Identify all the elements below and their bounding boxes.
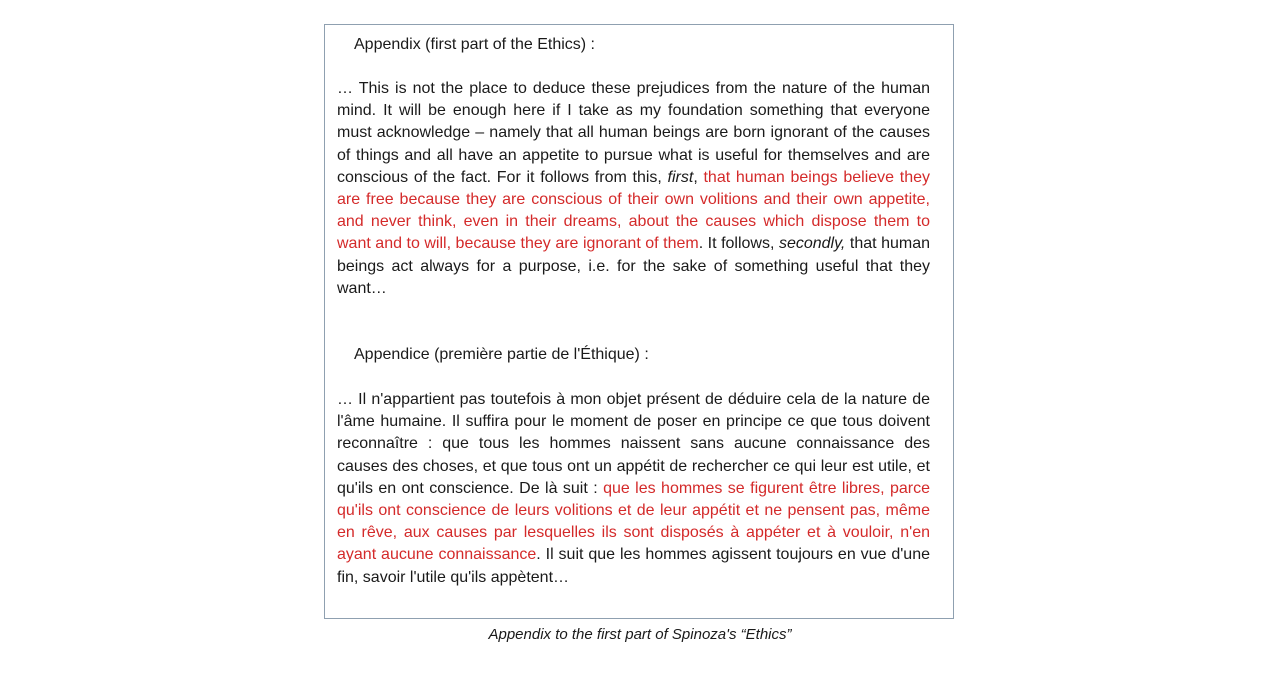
french-text-2: . Il suit que les hommes agissent toujours en vue d'une fin, savoir l'utile qu'ils appètent… [337,546,930,586]
english-first-word: first [667,168,694,186]
french-text-1: … Il n'appartient pas toutefois à mon objet présent de déduire cela de la nature de l'âme humaine. Il suffira pour le moment de poser en principe ce que tous doivent reconnaître : que tous les hommes naissent sans aucune connaissance des causes des choses, et que tous ont un appétit de rechercher ce qui leur est utile, et qu'ils en ont conscience. De là suit : [337,391,930,497]
english-text-4: that human beings act always for a purpose, i.e. for the sake of something useful that they want… [337,235,930,297]
french-heading: Appendice (première partie de l'Éthique) : [354,346,649,363]
french-highlight: que les hommes se figurent être libres, parce qu'ils ont conscience de leurs volitions et de leur appétit et ne pensent pas, même en rêve, aux causes par lesquelles ils sont disposés à appéter et à vouloir, n'en ayant aucune connaissance [337,479,930,564]
english-heading: Appendix (first part of the Ethics) : [354,36,595,53]
english-second-word: secondly, [778,235,846,253]
english-highlight: that human beings believe they are free because they are conscious of their own volitions and their own appetite, and never think, even in their dreams, about the causes which dispose them to want and to will, because they are ignorant of them [337,168,930,253]
french-paragraph [337,389,930,589]
english-paragraph [337,78,930,300]
document-excerpt [324,24,954,619]
english-text-3: . It follows, [698,235,779,253]
english-text-2: , [693,168,704,186]
english-text-1: … This is not the place to deduce these prejudices from the nature of the human mind. It will be enough here if I take as my foundation something that everyone must acknowledge – namely that all human beings are born ignorant of the causes of things and all have an appetite to pursue what is useful for themselves and are conscious of the fact. For it follows from this, [337,80,930,186]
figure-caption: Appendix to the first part of Spinoza's “Ethics” [488,626,792,643]
